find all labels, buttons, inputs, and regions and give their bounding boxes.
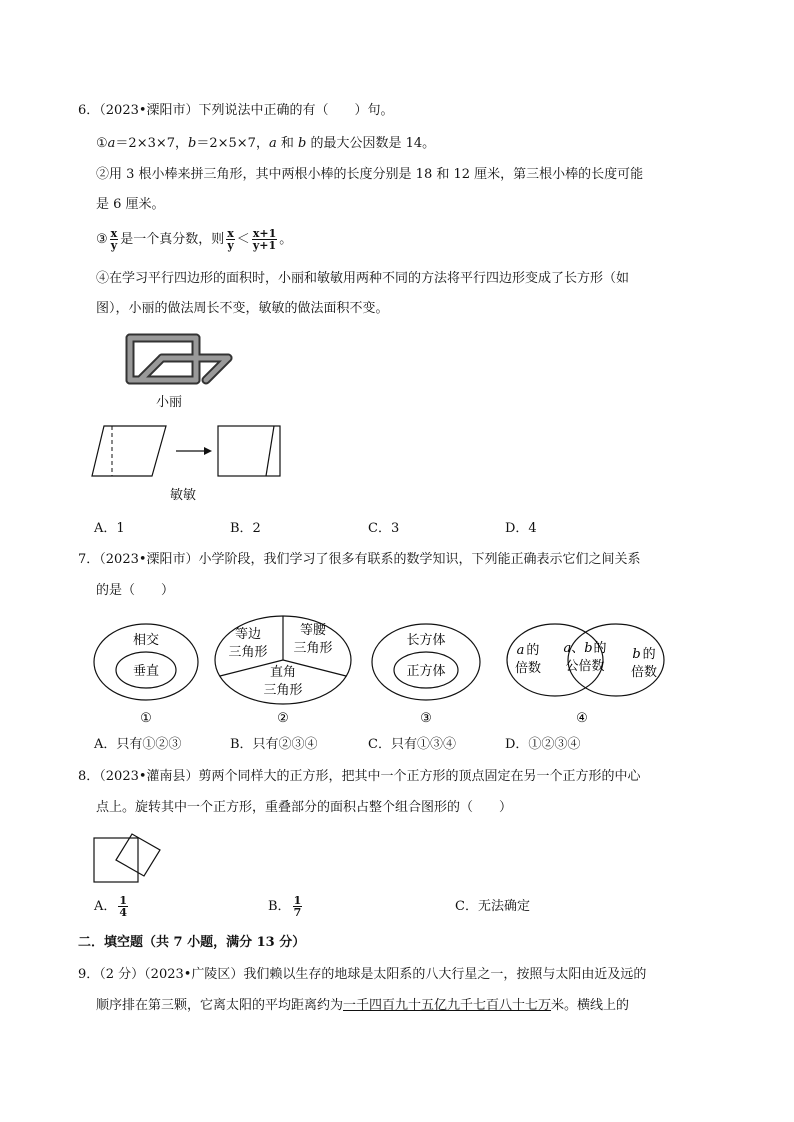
q9-line2: 顺序排在第三颗，它离太阳的平均距离约为一千四百九十五亿九千七百八十七万米。横线上的 bbox=[96, 998, 630, 1013]
fraction-x1-over-y1: $\frac{x+1}{y+1}$ bbox=[252, 227, 277, 252]
q6-statement-1: ①a＝2×3×7，b＝2×5×7，a 和 b 的最大公因数是 14。 bbox=[96, 136, 436, 151]
venn-diagram-2 bbox=[215, 616, 351, 726]
q7-stem-line2: 的是（ ） bbox=[96, 583, 175, 598]
q8-option-c[interactable]: C．无法确定 bbox=[455, 899, 530, 914]
svg-text:倍数: 倍数 bbox=[514, 661, 542, 676]
q8-option-b[interactable]: B． $\frac{1}{7}$ bbox=[268, 894, 302, 919]
svg-text:④: ④ bbox=[576, 711, 588, 726]
svg-text:三角形: 三角形 bbox=[263, 683, 303, 698]
svg-text:公倍数: 公倍数 bbox=[565, 659, 605, 674]
q7-option-a[interactable]: A．只有①②③ bbox=[94, 737, 182, 752]
fraction-one-seventh: $\frac{1}{7}$ bbox=[293, 894, 302, 919]
q9-underlined-number: 一千四百九十五亿九千七百八十七万 bbox=[343, 998, 552, 1013]
svg-text:长方体: 长方体 bbox=[406, 633, 446, 648]
q7-venn-diagrams bbox=[88, 614, 688, 734]
q6-option-d[interactable]: D．4 bbox=[505, 521, 537, 536]
q6-option-c[interactable]: C．3 bbox=[368, 521, 400, 536]
q6-statement-4-line2: 图），小丽的做法周长不变，敏敏的做法面积不变。 bbox=[96, 301, 389, 316]
q6-option-b[interactable]: B．2 bbox=[230, 521, 261, 536]
svg-text:三角形: 三角形 bbox=[293, 641, 333, 656]
xiaoli-label: 小丽 bbox=[156, 395, 183, 410]
svg-text:直角: 直角 bbox=[269, 665, 297, 680]
q7-option-d[interactable]: D．①②③④ bbox=[505, 737, 581, 752]
svg-text:等腰: 等腰 bbox=[299, 623, 327, 638]
venn-diagram-1 bbox=[94, 624, 198, 726]
fraction-one-quarter: $\frac{1}{4}$ bbox=[119, 894, 128, 919]
svg-text:①: ① bbox=[140, 711, 152, 726]
venn-diagram-4 bbox=[507, 624, 664, 726]
svg-text:等边: 等边 bbox=[234, 627, 262, 642]
fraction-x-over-y-2: $\frac{x}{y}$ bbox=[227, 227, 234, 252]
q7-option-b[interactable]: B．只有②③④ bbox=[230, 737, 318, 752]
q8-rotated-squares-figure bbox=[88, 826, 168, 888]
q6-option-a[interactable]: A．1 bbox=[94, 521, 125, 536]
venn-diagram-3 bbox=[372, 624, 480, 726]
q6-stem: 6．（2023•溧阳市）下列说法中正确的有（ ）句。 bbox=[78, 103, 394, 118]
q6-statement-3: ③ $\frac{x}{y}$ 是一个真分数，则 $\frac{x}{y}$ ＜ $\frac{x+1}{y+1}$ 。 bbox=[96, 227, 293, 252]
svg-text:a的: a 的 bbox=[516, 643, 540, 658]
svg-text:③: ③ bbox=[420, 711, 432, 726]
svg-text:b的: b 的 bbox=[632, 647, 656, 662]
q6-statement-2-line2: 是 6 厘米。 bbox=[96, 197, 165, 212]
q8-option-a[interactable]: A． $\frac{1}{4}$ bbox=[94, 894, 128, 919]
q9-line1: 9．（2 分）（2023•广陵区）我们赖以生存的地球是太阳系的八大行星之一，按照与太阳由近及远的 bbox=[78, 967, 647, 982]
q7-option-c[interactable]: C．只有①③④ bbox=[368, 737, 456, 752]
svg-text:相交: 相交 bbox=[132, 633, 160, 648]
svg-text:倍数: 倍数 bbox=[630, 665, 658, 680]
q8-stem-line2: 点上。旋转其中一个正方形，重叠部分的面积占整个组合图形的（ ） bbox=[96, 800, 513, 815]
svg-text:a、b的: a、b的 bbox=[563, 641, 607, 656]
fraction-x-over-y: $\frac{x}{y}$ bbox=[110, 227, 118, 252]
svg-text:正方体: 正方体 bbox=[406, 664, 446, 679]
q8-stem-line1: 8．（2023•灌南县）剪两个同样大的正方形，把其中一个正方形的顶点固定在另一个正方形的中心 bbox=[78, 769, 641, 784]
svg-text:垂直: 垂直 bbox=[132, 664, 160, 679]
svg-text:②: ② bbox=[277, 711, 289, 726]
minmin-label: 敏敏 bbox=[170, 488, 197, 503]
section-2-heading: 二．填空题（共 7 小题，满分 13 分） bbox=[78, 935, 306, 950]
q6-statement-2-line1: ②用 3 根小棒来拼三角形，其中两根小棒的长度分别是 18 和 12 厘米，第三根小棒的长度可能 bbox=[96, 167, 644, 182]
xiaoli-stick-figure bbox=[118, 328, 238, 392]
q6-statement-4-line1: ④在学习平行四边形的面积时，小丽和敏敏用两种不同的方法将平行四边形变成了长方形（如 bbox=[96, 271, 630, 286]
svg-text:三角形: 三角形 bbox=[228, 645, 268, 660]
q7-stem-line1: 7．（2023•溧阳市）小学阶段，我们学习了很多有联系的数学知识，下列能正确表示它们之间关系 bbox=[78, 552, 641, 567]
minmin-cut-figure bbox=[90, 420, 290, 482]
